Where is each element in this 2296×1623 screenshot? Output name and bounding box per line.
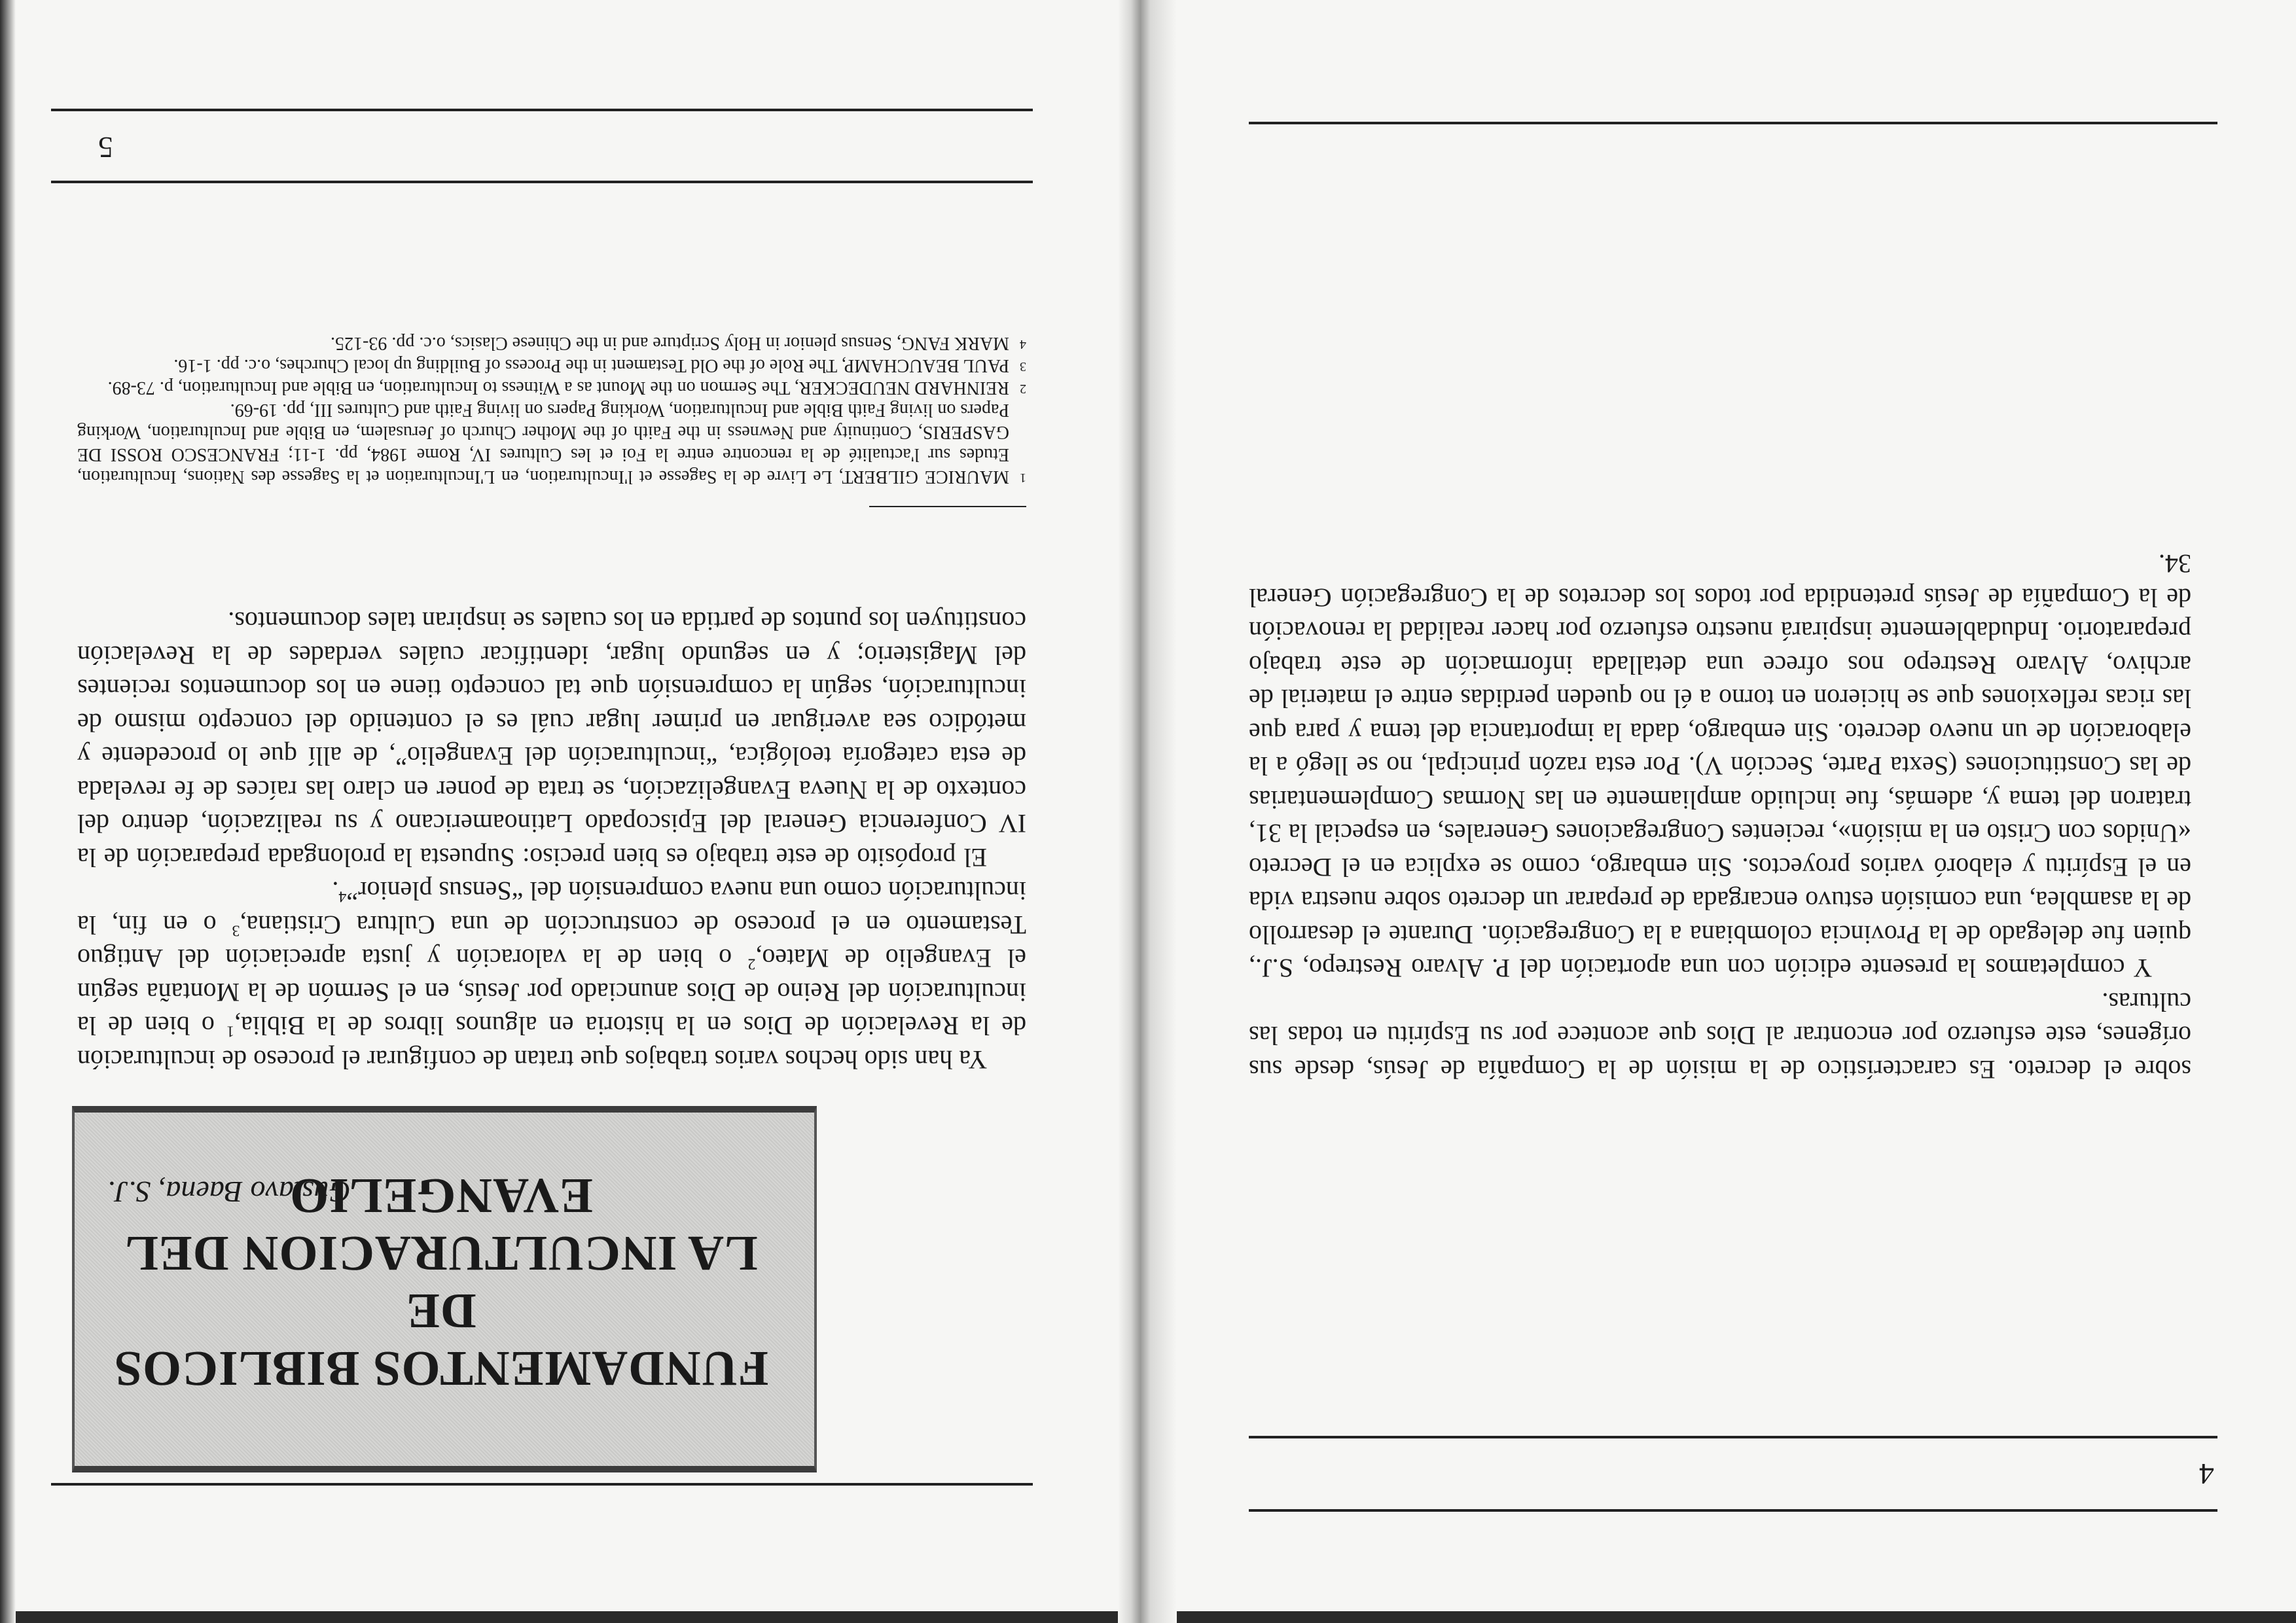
body-text — [1249, 547, 2191, 1086]
footnote-text: REINHARD NEUDECKER, The Sermon on the Mount as a Witness to Inculturation, en Bible and Inculturation, p. 73-89. — [107, 378, 1009, 398]
title-rule — [51, 1483, 1033, 1486]
chapter-title-box — [72, 1106, 817, 1472]
footnote — [77, 332, 1026, 354]
footer-rule-bottom — [51, 109, 1033, 111]
paragraph — [77, 874, 1026, 1077]
footnote — [77, 399, 1026, 488]
footnote-number: 4 — [1020, 337, 1026, 351]
page-number: 5 — [98, 131, 113, 164]
author-name: Gustavo Baena, S.J. — [107, 1175, 351, 1209]
page-number: 4 — [2199, 1457, 2214, 1491]
footnote-number: 2 — [1020, 382, 1026, 396]
paragraph: Y completamos la presente edición con una aportación del P. Alvaro Restrepo, S.J., quien fue delegado de la Provincia colombiana a la Congregación. Durante el desarrollo de la asamblea, una comisión estuvo encargada de preparar un decreto sobre nuestra vida en el Espíritu y elaboró varios proyectos. Sin embargo, como se explica en el Decreto «Unidos con Cristo en la misión», recientes Congregaciones Generales, en especial la 31, trataron del tema y, además, fue incluido ampliamente en las Normas Complementarias de las Constituciones (Sexta Parte, Sección V). Por esta razón principal, no se llegó a la elaboración de un nuevo decreto. Sin embargo, dada la importancia del tema y para que las ricas reflexiones que se hicieron en torno a él no queden perdidas entre el material de archivo, Alvaro Restrepo nos ofrece una detallada información de este trabajo preparatorio. Indudablemente inspirará nuestro esfuerzo por hacer realidad la renovación de la Compañía de Jesús pretendida por todos los decretos de la Congregación General 34. — [1249, 549, 2191, 984]
footnote-number: 3 — [1020, 359, 1026, 374]
paragraph-text: o bien de la inculturación del Reino de Dios anunciado por Jesús, en el Sermón de la Montaña según el Evangelio de Mateo, — [77, 944, 1026, 1041]
paragraph: sobre el decreto. Es característico de la misión de la Compañía de Jesús, desde sus orígenes, este esfuerzo por encontrar al Dios que acontece por su Espíritu en todas las culturas. — [1249, 988, 2191, 1084]
body-text — [77, 605, 1026, 1077]
footnote-ref: 3 — [232, 921, 240, 939]
footnote-ref: 1 — [226, 1022, 235, 1040]
footnote-number: 1 — [1020, 471, 1026, 485]
footnote-text: PAUL BEAUCHAMP, The Role of the Old Testament in the Process of Building up local Churches, o.c. pp. 1-16. — [173, 355, 1009, 376]
page-4 — [1164, 0, 2296, 1623]
footnotes — [77, 332, 1026, 488]
paragraph-text: Ya han sido hechos varios trabajos que tratan de configurar el proceso de inculturación de la Revelación de Dios en la historia en algunos libros de la Biblia, — [77, 1011, 1026, 1075]
footer-rule-top — [51, 181, 1033, 183]
paragraph: El propósito de este trabajo es bien preciso: Supuesta la prolongada preparación de la IV Conferencia General del Episcopado Latinoamericano y su realización, dentro del contexto de la Nueva Evangelización, se trata de poner en claro las raíces de fe revelada de esta categoría teológica, “inculturación del Evangelio”, de allí que lo procedente y metódico sea averiguar en primer lugar cuál es el contenido del concepto mismo de inculturación, según la comprensión que tal concepto tiene en los documentos recientes del Magisterio; y en segundo lugar, identificar cuáles verdades de la Revelación constituyen los puntos de partida en los cuales se inspiran tales documentos. — [77, 607, 1026, 872]
footer-rule — [1249, 122, 2217, 124]
paragraph-text: o en fin, la inculturación como una nueva comprensión del “Sensus plenior” — [77, 876, 1026, 940]
footnote — [77, 376, 1026, 399]
header-rule-top — [1249, 1509, 2217, 1512]
footnote — [77, 354, 1026, 376]
footnote-separator — [869, 506, 1026, 507]
footnote-ref: 4 — [338, 887, 347, 905]
paragraph-text: o bien de la valoración y justa apreciación del Antiguo Testamento en el proceso de construcción de una Cultura Cristiana, — [77, 910, 1026, 974]
footnote-ref: 2 — [747, 955, 756, 972]
page-5 — [0, 0, 1131, 1623]
footnote-text: MARK FANG, Sensus plenior in Holy Scripture and in the Chinese Clasics, o.c. pp. 93-125. — [331, 333, 1009, 353]
chapter-title-line-1: FUNDAMENTOS BIBLICOS DE — [113, 1283, 769, 1396]
paragraph-text: . — [332, 876, 339, 906]
footnote-text: MAURICE GILBERT, Le Livre de la Sagesse et l'Inculturation, en L'Inculturation et la Sagesse des Nations, Inculturation, Etudes sur l'actualité de la rencontre entre la Foi et les Cultures IV, Rome 1984, pp. 1-11; FRANCESCO ROSSI DE GASPERIS, Continuity and Newness in the Faith of the Mother Church of Jerusalem, en Bible and Inculturation, Working Papers on living Faith Bible and Inculturation, Working Papers on living Faith and Cultures III, pp. 19-69. — [77, 400, 1009, 487]
chapter-title-line-2: LA INCULTURACION DEL EVANGELIO — [124, 1168, 758, 1281]
header-rule-bottom — [1249, 1436, 2217, 1438]
